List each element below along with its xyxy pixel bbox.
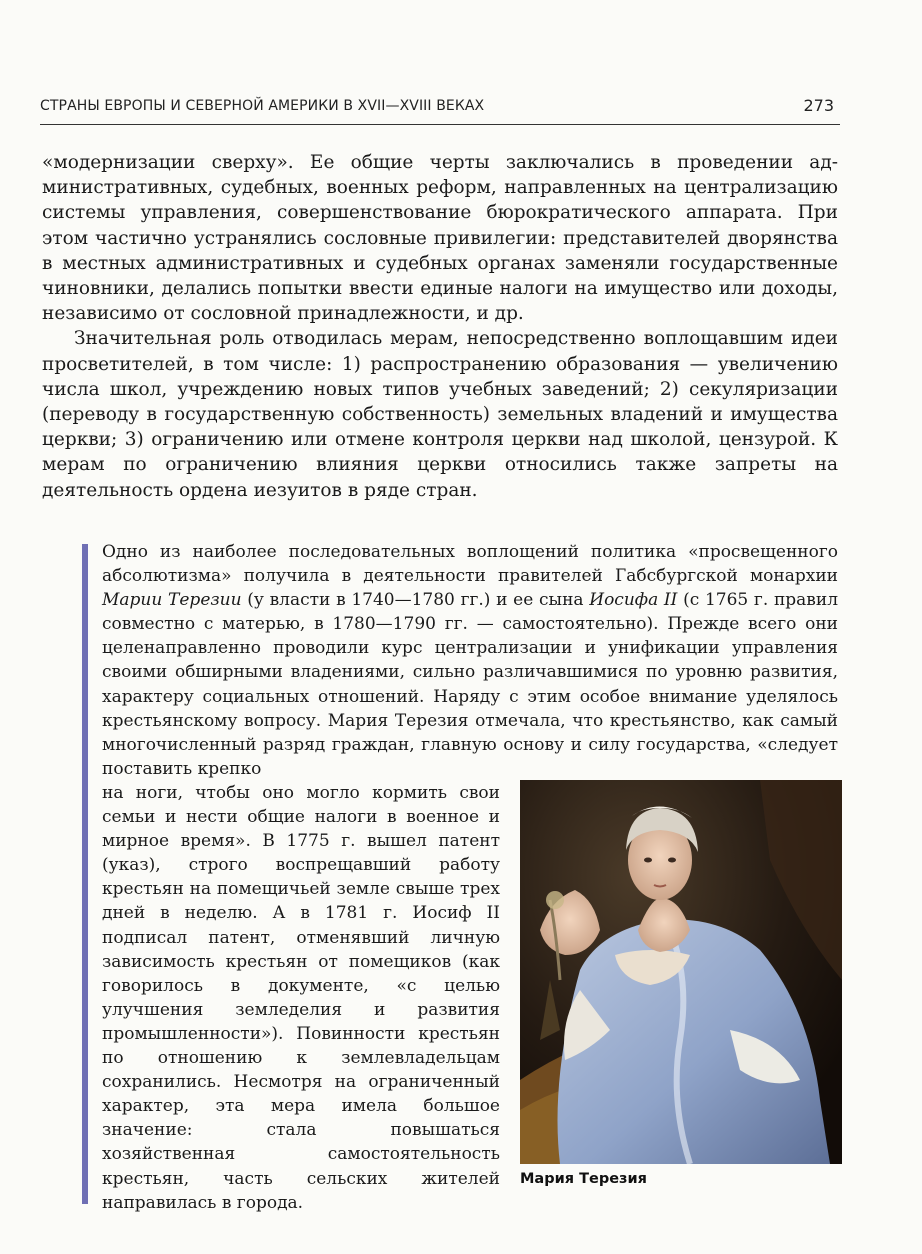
main-text [42, 150, 838, 503]
paragraph-2: Значительная роль отводилась мерам, непосредственно воплощавшим идеи просветителей, в том числе: 1) распространению образования — увеличению числа школ, учреждению новых типов учебных заведений; 2) секуляризации (переводу в государственную собственность) земельных владений и имущества церкви; 3) ограничению или отмене контроля церкви над школой, цензурой. К мерам по ограничению влияния церкви относились также запреты на деятельность ордена иезуитов в ряде стран. [42, 328, 838, 501]
sidebar-box-text-continued: на ноги, чтобы оно могло кормить свои семьи и нести общие налоги в военное и мирное время». В 1775 г. вышел патент (указ), строго воспрещавший работу крестьян на помещичьей земле свыше трех дней в неделю. А в 1781 г. Иосиф II подписал патент, отменявший личную зависимость крестьян от помещиков (как говорилось в документе, «с целью улучшения земледелия и развития промышленности»). Повинности крестьян по отношению к землевладельцам сохранились. Несмотря на ограниченный характер, эта мера имела большое значение: стала повышаться хозяйственная самостоятельность крестьян, часть сельских жителей направилась в города. [102, 783, 500, 1213]
sidebar-box-text [102, 540, 838, 781]
running-header-title: СТРАНЫ ЕВРОПЫ И СЕВЕРНОЙ АМЕРИКИ В XVII—XVIII ВЕКАХ [40, 98, 485, 114]
box-text-b: (у власти в 1740—1780 гг.) и ее сына [241, 590, 590, 611]
page-number: 273 [803, 96, 834, 115]
box-text-c: (с 1765 г. правил совместно с матерью, в 1780—1790 гг. — самостоятельно). Прежде всего они целенаправленно проводили курс централизации и унификации управления своими обширными владениями, сильно различавшимися по уровню развития, характеру социальных отношений. Наряду с этим особое внимание уделялось крестьянскому вопросу. Мария Терезия отмечала, что крестьянство, как самый многочисленный разряд граждан, главную основу и силу государства, «следует поставить крепко [102, 590, 838, 779]
sidebar-box-accent-bar [82, 544, 88, 1204]
paragraph-1: «модернизации сверху». Ее общие черты заключались в проведении административных, судебных, военных реформ, направленных на централизацию системы управления, совершенствование бюрократического аппарата. При этом частично устранялись сословные привилегии: представителей дворянства в местных административных и судебных органах заменяли государственные чиновники, делались попытки ввести единые налоги на имущество или доходы, независимо от сословной принадлежности, и др. [42, 152, 838, 325]
box-text-a: Одно из наиболее последовательных воплощений политика «просвещенного абсолютизма» получила в деятельности правителей Габсбургской монархии [102, 542, 838, 587]
name-joseph-ii: Иосифа II [589, 590, 678, 611]
name-maria-theresa: Марии Терезии [102, 590, 242, 611]
portrait-image [520, 780, 842, 1164]
portrait-caption: Мария Терезия [520, 1171, 647, 1187]
header-divider [40, 124, 840, 125]
